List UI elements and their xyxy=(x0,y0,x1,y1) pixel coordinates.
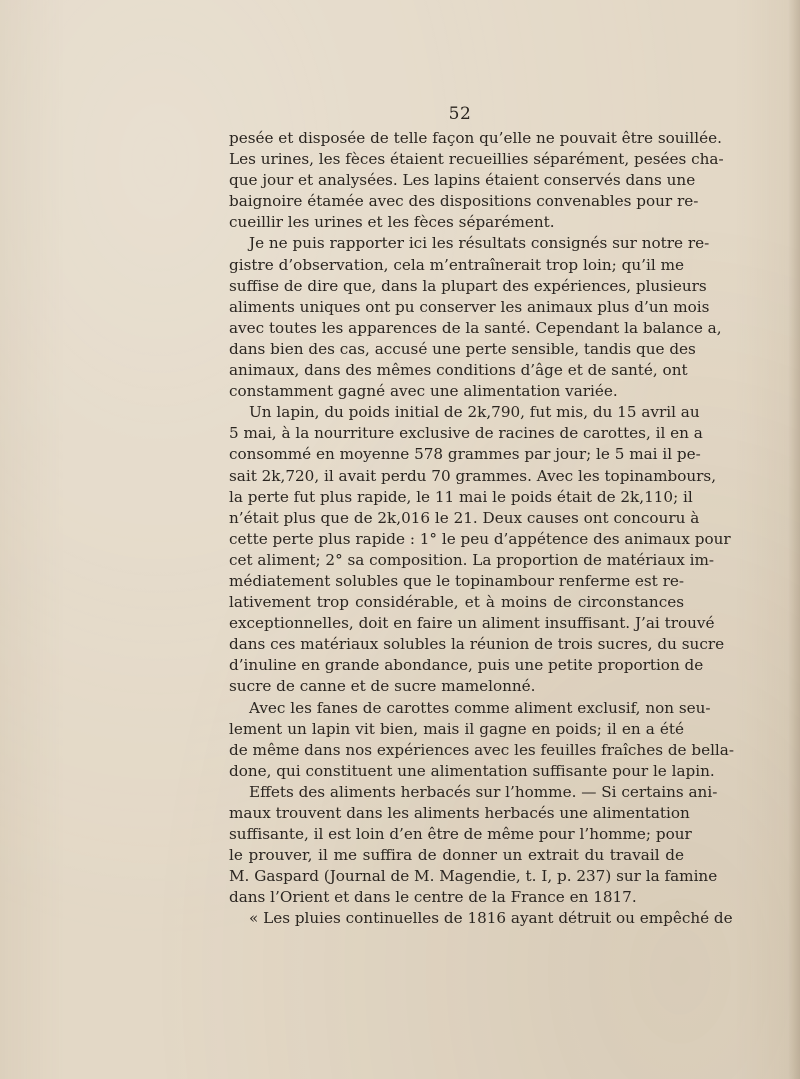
text-line: Avec les fanes de carottes comme aliment exclusif, non seu- xyxy=(249,698,711,717)
text-line: aliments uniques ont pu conserver les animaux plus d’un mois xyxy=(229,297,710,316)
text-line: médiatement solubles que le topinambour renferme est re- xyxy=(229,571,684,590)
text-line: Les urines, les fèces étaient recueillies séparément, pesées cha- xyxy=(229,150,724,169)
text-line: maux trouvent dans les aliments herbacés une alimentation xyxy=(229,804,690,822)
text-line: exceptionnelles, doit en faire un aliment insuffisant. J’ai trouvé xyxy=(229,614,715,633)
page-number: 52 xyxy=(448,104,472,124)
body-text xyxy=(229,128,734,930)
text-line: Effets des aliments herbacés sur l’homme. — Si certains ani- xyxy=(249,782,718,801)
text-line: animaux, dans des mêmes conditions d’âge et de santé, ont xyxy=(229,361,688,380)
text-line: Un lapin, du poids initial de 2k,790, fut mis, du 15 avril au xyxy=(249,403,700,422)
text-line: de même dans nos expériences avec les feuilles fraîches de bella- xyxy=(229,740,734,759)
text-line: 5 mai, à la nourriture exclusive de racines de carottes, il en a xyxy=(229,424,703,443)
text-line: gistre d’observation, cela m’entraînerait trop loin; qu’il me xyxy=(229,255,684,274)
text-line: done, qui constituent une alimentation suffisante pour le lapin. xyxy=(229,761,715,780)
text-line: le prouver, il me suffira de donner un extrait du travail de xyxy=(229,846,684,865)
page-edge-shadow xyxy=(788,0,800,1079)
text-line: cueillir les urines et les fèces séparément. xyxy=(229,213,555,232)
text-line: constamment gagné avec une alimentation variée. xyxy=(229,382,618,401)
text-line: pesée et disposée de telle façon qu’elle ne pouvait être souillée. xyxy=(229,129,722,147)
text-line: dans bien des cas, accusé une perte sensible, tandis que des xyxy=(229,339,696,358)
text-line: lement un lapin vit bien, mais il gagne en poids; il en a été xyxy=(229,719,684,738)
text-line: avec toutes les apparences de la santé. Cependant la balance a, xyxy=(229,318,722,337)
text-line: baignoire étamée avec des dispositions convenables pour re- xyxy=(229,192,699,211)
text-line: dans l’Orient et dans le centre de la France en 1817. xyxy=(229,888,637,907)
text-line: M. Gaspard (Journal de M. Magendie, t. I, p. 237) sur la famine xyxy=(229,867,718,886)
text-line: cette perte plus rapide : 1° le peu d’appétence des animaux pour xyxy=(229,529,731,548)
text-line: suffise de dire que, dans la plupart des expériences, plusieurs xyxy=(229,276,707,295)
text-line: cet aliment; 2° sa composition. La proportion de matériaux im- xyxy=(229,550,715,569)
text-line: dans ces matériaux solubles la réunion de trois sucres, du sucre xyxy=(229,635,725,654)
text-line: consommé en moyenne 578 grammes par jour; le 5 mai il pe- xyxy=(229,445,701,464)
text-line: d’inuline en grande abondance, puis une petite proportion de xyxy=(229,656,704,675)
text-line: lativement trop considérable, et à moins de circonstances xyxy=(229,593,684,612)
text-line: Je ne puis rapporter ici les résultats consignés sur notre re- xyxy=(249,234,710,253)
text-line: suffisante, il est loin d’en être de même pour l’homme; pour xyxy=(229,825,692,844)
text-line: n’était plus que de 2k,016 le 21. Deux causes ont concouru à xyxy=(229,508,700,527)
text-line: la perte fut plus rapide, le 11 mai le poids était de 2k,110; il xyxy=(229,487,693,506)
text-line: sait 2k,720, il avait perdu 70 grammes. Avec les topinambours, xyxy=(229,466,717,485)
text-line: « Les pluies continuelles de 1816 ayant détruit ou empêché de xyxy=(249,909,733,928)
text-line: sucre de canne et de sucre mamelonné. xyxy=(229,677,536,696)
text-line: que jour et analysées. Les lapins étaient conservés dans une xyxy=(229,171,696,190)
